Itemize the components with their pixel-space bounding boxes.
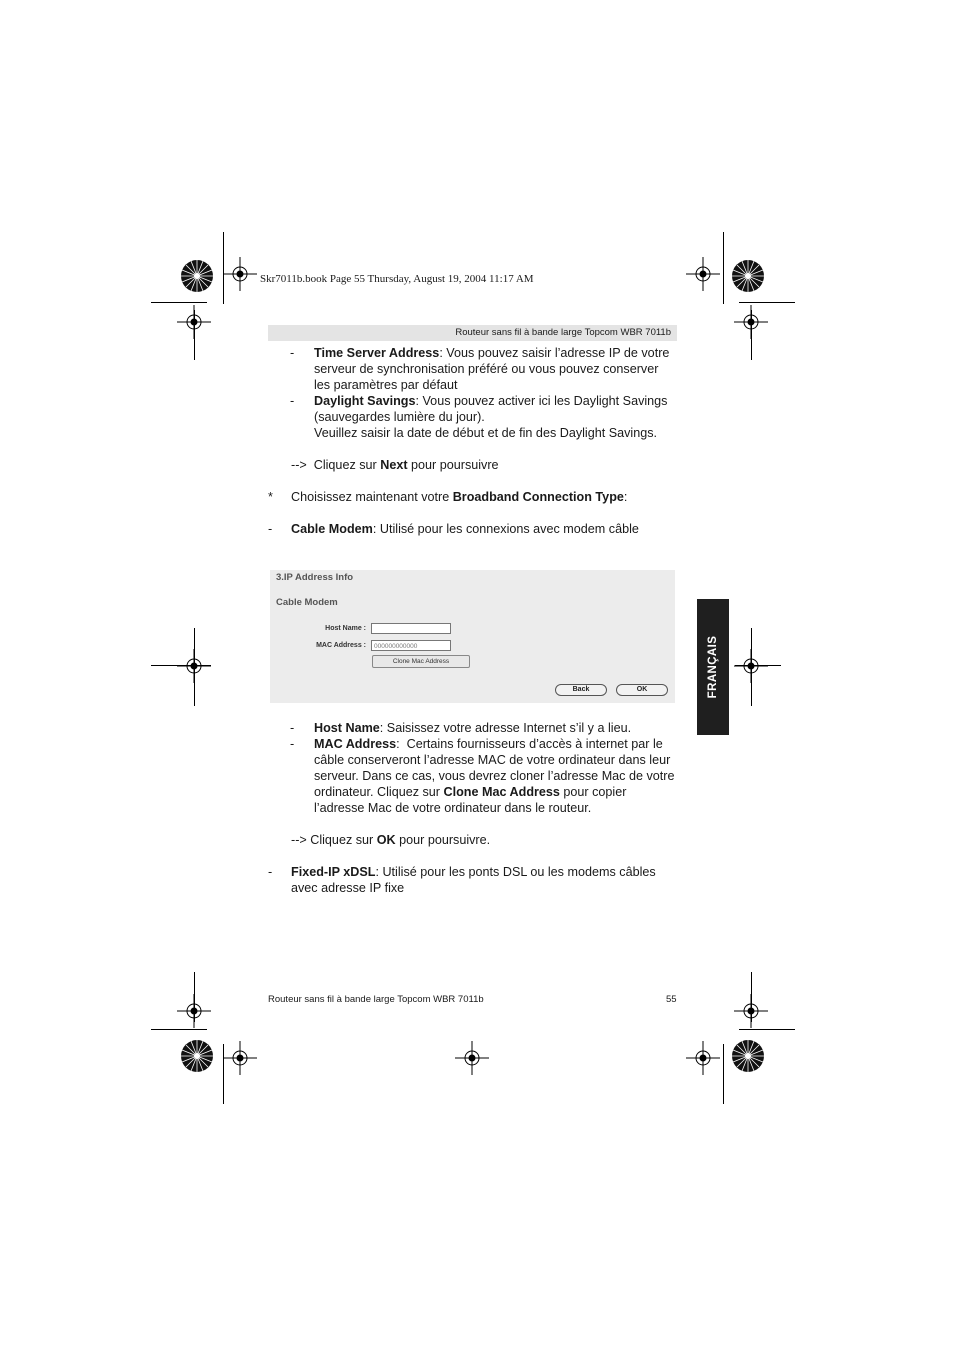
book-stamp: Skr7011b.book Page 55 Thursday, August 19, 2004 11:17 AM — [260, 273, 534, 285]
router-screenshot — [270, 570, 675, 703]
footer-title: Routeur sans fil à bande large Topcom WBR 7011b — [268, 994, 484, 1005]
cable-modem-line: Cable Modem: Utilisé pour les connexions avec modem câble — [291, 522, 639, 536]
connection-type-line: Choisissez maintenant votre Broadband Connection Type: — [291, 490, 628, 504]
ok-button[interactable]: OK — [616, 684, 668, 696]
next-instruction: --> Cliquez sur Next pour poursuivre — [291, 458, 499, 472]
bullet: - — [290, 394, 295, 408]
bullet: - — [268, 522, 273, 536]
back-button[interactable]: Back — [555, 684, 607, 696]
mac-address-input[interactable]: 000000000000 — [371, 640, 451, 651]
bullet: - — [268, 865, 273, 879]
host-name-paragraph: Host Name: Saisissez votre adresse Internet s’il y a lieu. — [314, 721, 632, 735]
bullet: - — [290, 721, 295, 735]
daylight-paragraph: Daylight Savings: Vous pouvez activer ici les Daylight Savings (sauvegardes lumière du jour). Veuillez saisir la date de début et de fin des Daylight Savings. — [314, 394, 668, 440]
asterisk-marker: * — [268, 490, 273, 504]
running-header — [268, 325, 677, 341]
host-name-label: Host Name : — [325, 625, 366, 632]
subtitle: Cable Modem — [276, 597, 338, 608]
mac-address-paragraph: MAC Address: Certains fournisseurs d’accès à internet par le câble conserveront l’adresse MAC de votre ordinateur dans leur serveur. Dans ce cas, vous devrez cloner l’adresse Mac de votre ordinateur. Cliquez sur Clone Mac Address pour copier l’adresse Mac de votre ordinateur dans le routeur. — [314, 737, 675, 815]
page-number: 55 — [666, 994, 677, 1005]
term: Time Server Address — [314, 346, 440, 360]
language-tab-label: FRANÇAIS — [707, 635, 719, 699]
bullet: - — [290, 737, 295, 751]
language-tab — [697, 599, 729, 735]
bullet: - — [290, 346, 295, 360]
host-name-input[interactable] — [371, 623, 451, 634]
term: Daylight Savings — [314, 394, 416, 408]
time-server-paragraph: Time Server Address: Vous pouvez saisir l’adresse IP de votre serveur de synchronisation préféré ou vous pouvez conserver les paramètres par défaut — [314, 346, 670, 392]
fixed-ip-paragraph: Fixed-IP xDSL: Utilisé pour les ponts DSL ou les modems câbles avec adresse IP fixe — [291, 865, 656, 895]
header-title: Routeur sans fil à bande large Topcom WBR 7011b — [455, 327, 671, 338]
section-title: 3.IP Address Info — [276, 572, 354, 583]
ok-instruction: --> Cliquez sur OK pour poursuivre. — [291, 833, 491, 847]
clone-mac-button[interactable]: Clone Mac Address — [372, 655, 470, 668]
mac-address-label: MAC Address : — [316, 642, 366, 649]
